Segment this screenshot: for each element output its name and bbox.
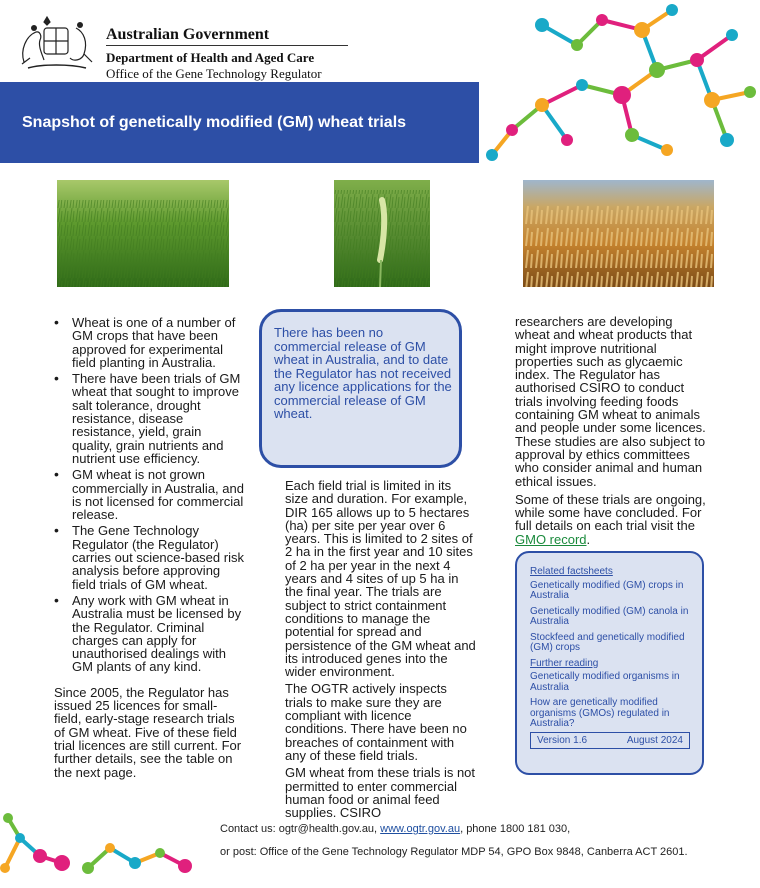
column-2 bbox=[285, 479, 477, 819]
version-box bbox=[530, 732, 690, 749]
list-item: • Wheat is one of a number of GM crops that have been approved for experimental field planting in Australia. bbox=[54, 316, 244, 369]
contact-line-2: or post: Office of the Gene Technology Regulator MDP 54, GPO Box 9848, Canberra ACT 2601. bbox=[220, 846, 688, 858]
food-supply-paragraph: GM wheat from these trials is not permitted to enter commercial human food or animal feed supplies. CSIRO bbox=[285, 765, 476, 821]
related-info-box bbox=[515, 551, 704, 775]
department-name: Department of Health and Aged Care bbox=[106, 50, 315, 65]
csiro-paragraph: researchers are developing wheat and wheat products that might improve nutritional properties such as glycaemic index. The Regulator has authorised CSIRO to conduct trials involving feeding foods containing GM wheat to animals and people under some licences. These studies are also subject to approval by ethics committees who consider animal and human ethical issues. bbox=[515, 314, 706, 489]
inspection-paragraph: The OGTR actively inspects trials to make sure they are compliant with licence conditions. There have been no breaches of containment with any of these field trials. bbox=[285, 681, 467, 763]
column-3 bbox=[515, 315, 707, 546]
further-link-regulation[interactable]: How are genetically modified organisms (GMOs) regulated in Australia? bbox=[530, 697, 670, 729]
version-label: Version 1.6 bbox=[537, 735, 588, 746]
related-link-stockfeed[interactable]: Stockfeed and genetically modified (GM) crops bbox=[530, 631, 685, 653]
list-item: • Any work with GM wheat in Australia must be licensed by the Regulator. Criminal charges can apply for unauthorised dealings with GM plants of any kind. bbox=[54, 594, 244, 674]
government-name: Australian Government bbox=[106, 26, 270, 43]
ongoing-trials-paragraph: Some of these trials are ongoing, while some have concluded. For full details on each trial visit the GMO record. bbox=[515, 491, 706, 547]
related-link-gm-canola[interactable]: Genetically modified (GM) canola in Australia bbox=[530, 605, 689, 627]
header-divider bbox=[106, 45, 348, 46]
callout-text: There has been no commercial release of GM wheat in Australia, and to date the Regulator has not received any licence applications for the commercial release of GM wheat. bbox=[274, 325, 452, 421]
gmo-record-link[interactable]: GMO record bbox=[515, 531, 587, 547]
list-item: • The Gene Technology Regulator (the Regulator) carries out science-based risk analysis before approving field trials of GM wheat. bbox=[54, 524, 244, 590]
molecule-decoration bbox=[482, 0, 760, 170]
related-factsheets-heading: Related factsheets bbox=[530, 566, 613, 577]
coat-of-arms-logo bbox=[14, 14, 98, 74]
callout-box bbox=[259, 309, 462, 468]
further-link-gmos[interactable]: Genetically modified organisms in Australia bbox=[530, 671, 680, 693]
contact-line-1: Contact us: ogtr@health.gov.au, www.ogtr.gov.au, phone 1800 181 030, bbox=[220, 823, 571, 835]
related-link-gm-crops[interactable]: Genetically modified (GM) crops in Australia bbox=[530, 579, 684, 601]
green-wheat-field-photo bbox=[57, 180, 229, 287]
molecule-decoration-footer bbox=[0, 808, 200, 888]
page-title: Snapshot of genetically modified (GM) wheat trials bbox=[22, 114, 407, 131]
ogtr-website-link[interactable]: www.ogtr.gov.au bbox=[380, 823, 461, 835]
office-name: Office of the Gene Technology Regulator bbox=[106, 66, 322, 81]
list-item: • There have been trials of GM wheat that sought to improve salt tolerance, drought resistance, disease resistance, yield, grain quality, grain nutrients and nutrient use efficiency. bbox=[54, 372, 244, 465]
column-1 bbox=[54, 316, 244, 779]
version-date: August 2024 bbox=[626, 735, 683, 746]
young-wheat-head-photo bbox=[334, 180, 430, 287]
list-item: • GM wheat is not grown commercially in Australia, and is not licensed for commercial release. bbox=[54, 468, 244, 521]
key-points-list bbox=[54, 316, 244, 674]
licences-paragraph: Since 2005, the Regulator has issued 25 licences for small-field, early-stage research trials of GM wheat. Five of these field trial licences are still current. For further details, see the table on the next page. bbox=[54, 684, 242, 780]
field-trial-paragraph: Each field trial is limited in its size and duration. For example, DIR 165 allows up to 5 hectares (ha) per site per year over 6 years. This is limited to 2 sites of 2 ha in the first year and 10 sites of 2 ha per year in the next 4 years and 4 sites of up 5 ha in the final year. The trials are subject to strict containment conditions to manage the potential for spread and persistence of the GM wheat and its introduced genes into the wider environment. bbox=[285, 478, 476, 680]
ripe-wheat-field-photo bbox=[523, 180, 714, 287]
further-reading-heading: Further reading bbox=[530, 657, 599, 669]
